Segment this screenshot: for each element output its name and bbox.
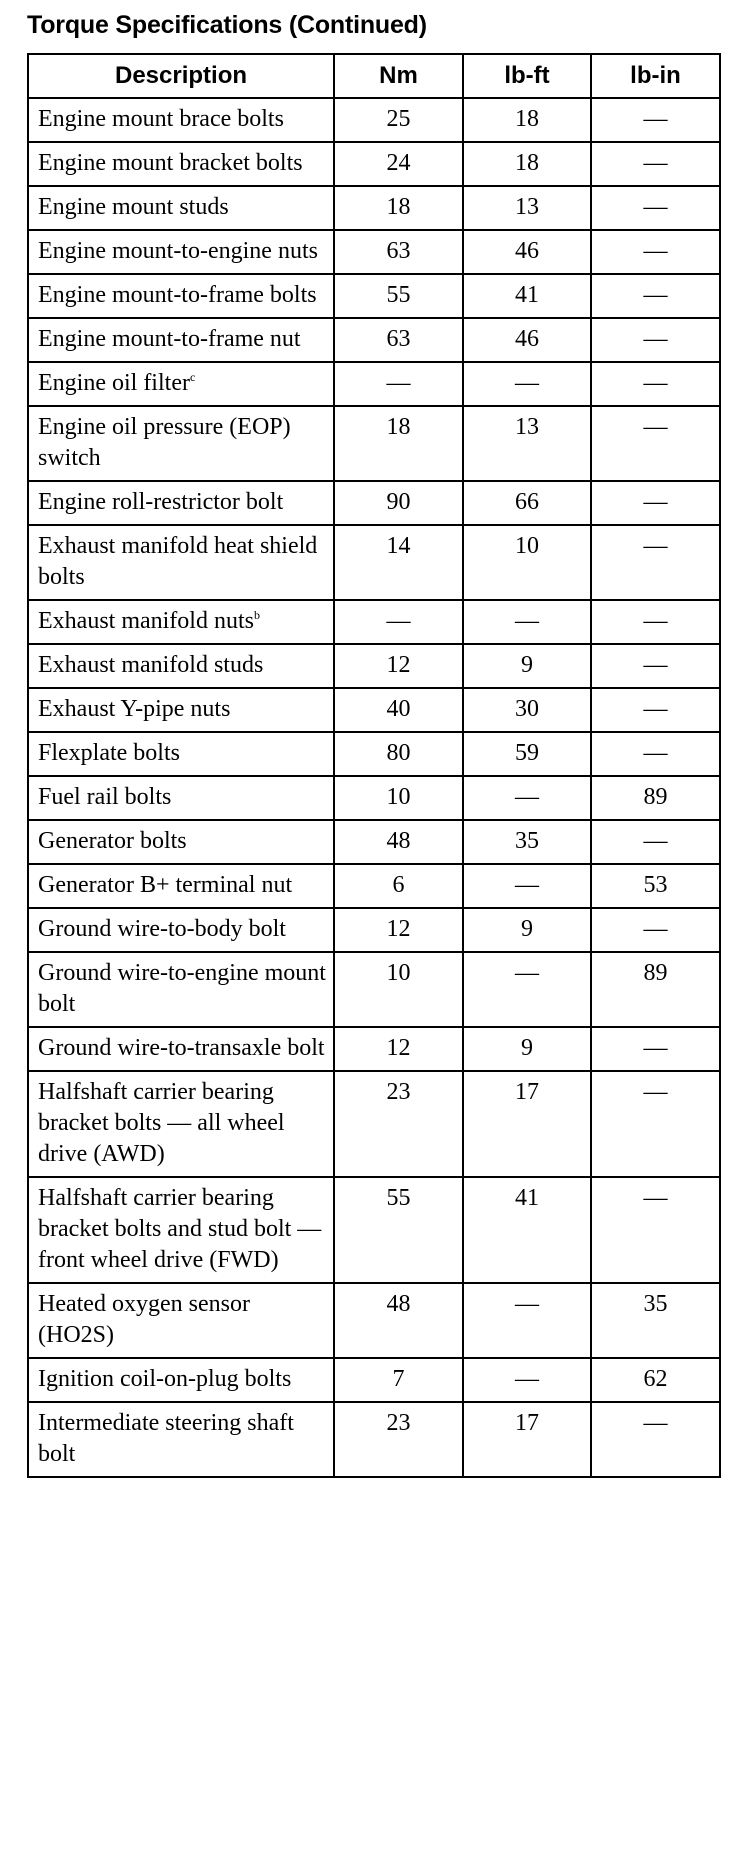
description-text: Ground wire-to-engine mount bolt	[38, 960, 326, 1017]
nm-cell: 12	[334, 644, 463, 688]
lb-ft-cell: 17	[463, 1402, 591, 1477]
description-cell	[28, 525, 334, 600]
nm-cell: —	[334, 362, 463, 406]
description-cell	[28, 230, 334, 274]
description-text: Halfshaft carrier bearing bracket bolts — all wheel drive (AWD)	[38, 1079, 285, 1167]
description-text: Engine oil pressure (EOP) switch	[38, 414, 291, 471]
description-cell	[28, 908, 334, 952]
lb-in-cell: 35	[591, 1283, 720, 1358]
lb-ft-cell: 13	[463, 186, 591, 230]
description-text: Engine mount brace bolts	[38, 106, 284, 132]
description-text: Exhaust manifold heat shield bolts	[38, 533, 318, 590]
table-body	[28, 98, 720, 1477]
lb-ft-cell: —	[463, 1358, 591, 1402]
description-text: Generator bolts	[38, 828, 187, 854]
nm-cell: 14	[334, 525, 463, 600]
lb-ft-cell: 35	[463, 820, 591, 864]
lb-ft-cell: 13	[463, 406, 591, 481]
nm-cell: 6	[334, 864, 463, 908]
lb-in-cell: —	[591, 1071, 720, 1177]
lb-in-cell: —	[591, 1402, 720, 1477]
table-row	[28, 908, 720, 952]
lb-ft-cell: 17	[463, 1071, 591, 1177]
table-row	[28, 1402, 720, 1477]
lb-in-cell: 53	[591, 864, 720, 908]
nm-cell: 90	[334, 481, 463, 525]
lb-ft-cell: 46	[463, 230, 591, 274]
description-cell	[28, 406, 334, 481]
description-cell	[28, 186, 334, 230]
description-cell	[28, 318, 334, 362]
lb-in-cell: —	[591, 820, 720, 864]
nm-cell: 55	[334, 1177, 463, 1283]
lb-in-cell: 89	[591, 952, 720, 1027]
lb-in-cell: —	[591, 230, 720, 274]
lb-ft-cell: 9	[463, 644, 591, 688]
lb-ft-cell: 46	[463, 318, 591, 362]
description-text: Heated oxygen sensor (HO2S)	[38, 1291, 250, 1348]
description-text: Intermediate steering shaft bolt	[38, 1410, 294, 1467]
table-row	[28, 525, 720, 600]
nm-cell: —	[334, 600, 463, 644]
table-row	[28, 1027, 720, 1071]
table-row	[28, 274, 720, 318]
nm-cell: 10	[334, 952, 463, 1027]
nm-cell: 23	[334, 1402, 463, 1477]
table-header-row	[28, 54, 720, 98]
table-row	[28, 1358, 720, 1402]
nm-cell: 40	[334, 688, 463, 732]
lb-in-cell: —	[591, 274, 720, 318]
description-text: Ground wire-to-body bolt	[38, 916, 286, 942]
table-row	[28, 776, 720, 820]
table-row	[28, 481, 720, 525]
table-row	[28, 230, 720, 274]
nm-cell: 12	[334, 908, 463, 952]
lb-in-cell: —	[591, 732, 720, 776]
lb-in-cell: —	[591, 1177, 720, 1283]
description-cell	[28, 274, 334, 318]
description-cell	[28, 688, 334, 732]
description-cell	[28, 1358, 334, 1402]
lb-ft-cell: 9	[463, 1027, 591, 1071]
lb-ft-cell: 18	[463, 142, 591, 186]
lb-in-cell: —	[591, 644, 720, 688]
description-text: Engine mount-to-engine nuts	[38, 238, 318, 264]
table-row	[28, 98, 720, 142]
column-header-nm: Nm	[334, 54, 463, 98]
lb-in-cell: —	[591, 406, 720, 481]
lb-in-cell: —	[591, 600, 720, 644]
lb-in-cell: —	[591, 362, 720, 406]
lb-ft-cell: 9	[463, 908, 591, 952]
lb-ft-cell: 66	[463, 481, 591, 525]
lb-in-cell: —	[591, 908, 720, 952]
nm-cell: 48	[334, 820, 463, 864]
description-cell	[28, 98, 334, 142]
lb-ft-cell: —	[463, 362, 591, 406]
table-row	[28, 688, 720, 732]
lb-ft-cell: 18	[463, 98, 591, 142]
lb-ft-cell: —	[463, 1283, 591, 1358]
description-text: Fuel rail bolts	[38, 784, 172, 810]
description-cell	[28, 1027, 334, 1071]
nm-cell: 48	[334, 1283, 463, 1358]
description-text: Engine mount-to-frame nut	[38, 326, 301, 352]
table-row	[28, 820, 720, 864]
description-text: Halfshaft carrier bearing bracket bolts and stud bolt — front wheel drive (FWD)	[38, 1185, 322, 1273]
nm-cell: 18	[334, 406, 463, 481]
description-text: Exhaust Y-pipe nuts	[38, 696, 231, 722]
description-cell	[28, 732, 334, 776]
nm-cell: 18	[334, 186, 463, 230]
lb-ft-cell: 10	[463, 525, 591, 600]
lb-in-cell: —	[591, 142, 720, 186]
table-row	[28, 1283, 720, 1358]
nm-cell: 24	[334, 142, 463, 186]
lb-in-cell: —	[591, 186, 720, 230]
column-header-lb-in: lb-in	[591, 54, 720, 98]
nm-cell: 10	[334, 776, 463, 820]
nm-cell: 12	[334, 1027, 463, 1071]
description-cell	[28, 142, 334, 186]
table-row	[28, 1177, 720, 1283]
description-text: Ground wire-to-transaxle bolt	[38, 1035, 325, 1061]
description-text: Exhaust manifold studs	[38, 652, 264, 678]
lb-ft-cell: —	[463, 776, 591, 820]
table-row	[28, 732, 720, 776]
lb-in-cell: —	[591, 98, 720, 142]
description-cell	[28, 1283, 334, 1358]
lb-in-cell: —	[591, 525, 720, 600]
description-cell	[28, 820, 334, 864]
table-row	[28, 406, 720, 481]
column-header-lb-ft: lb-ft	[463, 54, 591, 98]
footnote-marker: c	[189, 370, 196, 384]
nm-cell: 63	[334, 318, 463, 362]
description-cell	[28, 864, 334, 908]
description-cell	[28, 600, 334, 644]
description-cell	[28, 1071, 334, 1177]
footnote-marker: b	[253, 608, 260, 622]
nm-cell: 63	[334, 230, 463, 274]
description-text: Engine roll-restrictor bolt	[38, 489, 284, 515]
table-row	[28, 600, 720, 644]
table-row	[28, 864, 720, 908]
lb-in-cell: —	[591, 481, 720, 525]
description-cell	[28, 952, 334, 1027]
description-cell	[28, 776, 334, 820]
lb-ft-cell: —	[463, 864, 591, 908]
table-row	[28, 644, 720, 688]
torque-spec-table	[27, 53, 721, 1478]
description-text: Flexplate bolts	[38, 740, 180, 766]
lb-ft-cell: 41	[463, 274, 591, 318]
lb-ft-cell: 59	[463, 732, 591, 776]
description-text: Generator B+ terminal nut	[38, 872, 293, 898]
column-header-description: Description	[28, 54, 334, 98]
lb-ft-cell: —	[463, 600, 591, 644]
table-row	[28, 318, 720, 362]
description-cell	[28, 1177, 334, 1283]
lb-ft-cell: 41	[463, 1177, 591, 1283]
lb-in-cell: 89	[591, 776, 720, 820]
description-text: Engine mount studs	[38, 194, 229, 220]
page-title: Torque Specifications (Continued)	[27, 11, 427, 39]
description-text: Engine mount-to-frame bolts	[38, 282, 317, 308]
table-row	[28, 362, 720, 406]
table-row	[28, 1071, 720, 1177]
description-cell	[28, 362, 334, 406]
nm-cell: 80	[334, 732, 463, 776]
lb-in-cell: —	[591, 318, 720, 362]
description-cell	[28, 644, 334, 688]
description-text: Exhaust manifold nuts	[38, 608, 254, 634]
nm-cell: 25	[334, 98, 463, 142]
lb-ft-cell: —	[463, 952, 591, 1027]
lb-ft-cell: 30	[463, 688, 591, 732]
nm-cell: 7	[334, 1358, 463, 1402]
description-cell	[28, 1402, 334, 1477]
nm-cell: 23	[334, 1071, 463, 1177]
description-text: Ignition coil-on-plug bolts	[38, 1366, 292, 1392]
lb-in-cell: —	[591, 688, 720, 732]
table-row	[28, 186, 720, 230]
description-text: Engine mount bracket bolts	[38, 150, 303, 176]
nm-cell: 55	[334, 274, 463, 318]
lb-in-cell: —	[591, 1027, 720, 1071]
description-cell	[28, 481, 334, 525]
table-row	[28, 142, 720, 186]
table-row	[28, 952, 720, 1027]
description-text: Engine oil filter	[38, 370, 190, 396]
lb-in-cell: 62	[591, 1358, 720, 1402]
